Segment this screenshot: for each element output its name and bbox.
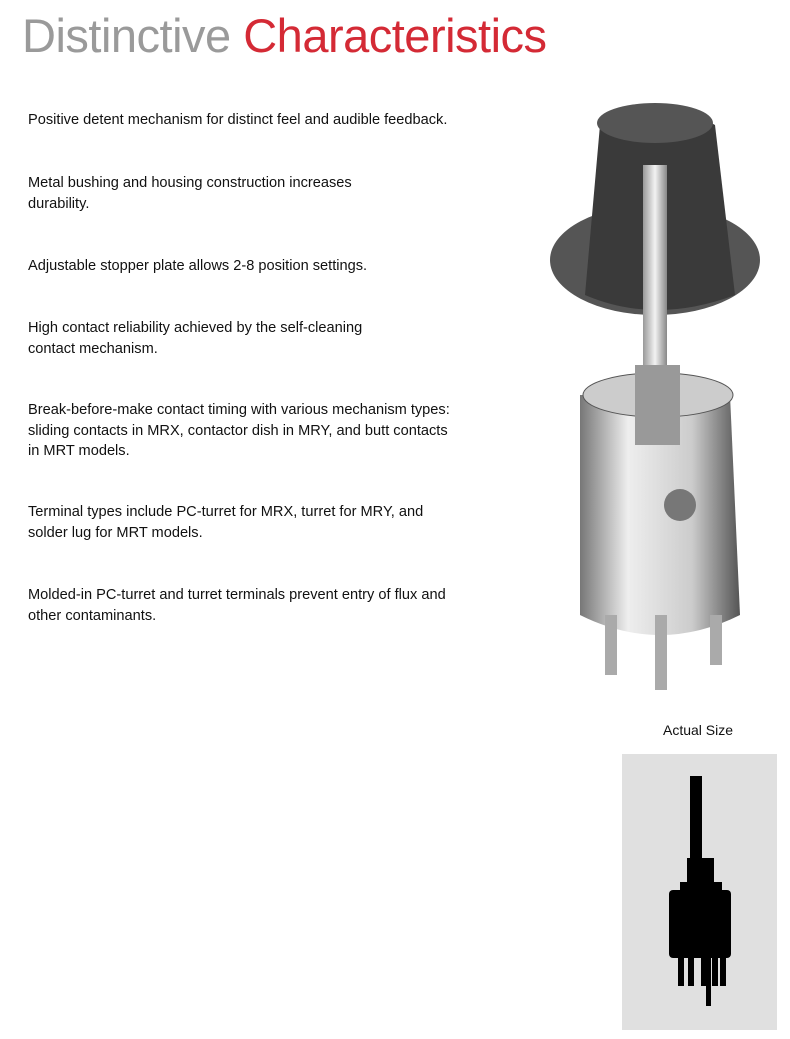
page-title bbox=[22, 8, 547, 63]
feature-item: High contact reliability achieved by the self-cleaning contact mechanism. bbox=[28, 320, 363, 357]
title-part-red: Characteristics bbox=[243, 9, 547, 62]
actual-size-caption: Actual Size bbox=[663, 722, 734, 738]
switch-silhouette-icon bbox=[622, 754, 777, 1030]
title-part-gray: Distinctive bbox=[22, 9, 231, 62]
feature-item: Metal bushing and housing construction increases durability. bbox=[28, 175, 352, 212]
feature-item: Adjustable stopper plate allows 2-8 position settings. bbox=[28, 258, 368, 274]
feature-item: Molded-in PC-turret and turret terminals prevent entry of flux and other contaminants. bbox=[28, 587, 446, 624]
feature-item: Positive detent mechanism for distinct feel and audible feedback. bbox=[28, 112, 448, 128]
actual-size-silhouette bbox=[622, 754, 777, 1030]
switch-cutaway-illustration bbox=[540, 95, 785, 695]
feature-item: Terminal types include PC-turret for MRX, turret for MRY, and solder lug for MRT models. bbox=[28, 504, 424, 541]
feature-item: Break-before-make contact timing with various mechanism types: sliding contacts in MRX, contactor dish in MRY, and butt contacts in MRT models. bbox=[28, 402, 450, 459]
